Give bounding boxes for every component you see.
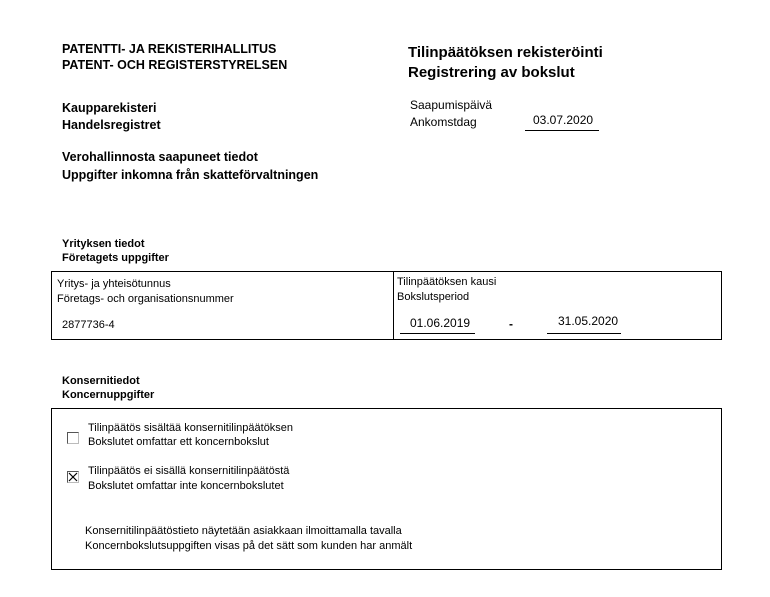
group-section-title-fi: Konsernitiedot — [62, 375, 140, 387]
arrival-label-fi: Saapumispäivä — [410, 98, 493, 112]
form-title-fi: Tilinpäätöksen rekisteröinti — [408, 44, 603, 61]
checkbox-cross-icon — [68, 472, 78, 482]
register-name-sv: Handelsregistret — [62, 118, 161, 132]
group-note-sv: Koncernbokslutsuppgiften visas på det sätt som kunden har anmält — [85, 540, 413, 552]
company-box-divider — [393, 271, 394, 340]
source-text-fi: Verohallinnosta saapuneet tiedot — [62, 150, 258, 164]
company-id-value: 2877736-4 — [62, 319, 115, 331]
period-start-underline — [400, 333, 475, 334]
period-start-date: 01.06.2019 — [410, 316, 471, 330]
period-label-sv: Bokslutsperiod — [397, 291, 470, 303]
arrival-date-underline — [525, 130, 599, 131]
period-separator: - — [509, 317, 513, 331]
period-label-fi: Tilinpäätöksen kausi — [397, 276, 497, 288]
group-option1-label-fi: Tilinpäätös sisältää konsernitilinpäätöksen — [88, 422, 294, 434]
company-section-title-fi: Yrityksen tiedot — [62, 238, 145, 250]
group-section-title-sv: Koncernuppgifter — [62, 389, 155, 401]
company-id-label-sv: Företags- och organisationsnummer — [57, 293, 234, 305]
period-end-underline — [547, 333, 621, 334]
org-name-fi: PATENTTI- JA REKISTERIHALLITUS — [62, 42, 277, 56]
arrival-date: 03.07.2020 — [533, 113, 594, 127]
source-text-sv: Uppgifter inkomna från skatteförvaltningen — [62, 168, 319, 182]
period-end-date: 31.05.2020 — [558, 314, 619, 328]
group-option2-checkbox[interactable] — [67, 471, 79, 483]
form-title-sv: Registrering av bokslut — [408, 64, 575, 81]
group-option1-checkbox[interactable] — [67, 432, 79, 444]
group-option1-label-sv: Bokslutet omfattar ett koncernbokslut — [88, 436, 269, 448]
group-option2-label-fi: Tilinpäätös ei sisällä konsernitilinpäätöstä — [88, 465, 290, 477]
register-name-fi: Kaupparekisteri — [62, 101, 157, 115]
arrival-label-sv: Ankomstdag — [410, 115, 477, 129]
company-section-title-sv: Företagets uppgifter — [62, 252, 169, 264]
company-id-label-fi: Yritys- ja yhteisötunnus — [57, 278, 171, 290]
group-note-fi: Konsernitilinpäätöstieto näytetään asiakkaan ilmoittamalla tavalla — [85, 525, 402, 537]
org-name-sv: PATENT- OCH REGISTERSTYRELSEN — [62, 58, 288, 72]
group-option2-label-sv: Bokslutet omfattar inte koncernbokslutet — [88, 480, 284, 492]
